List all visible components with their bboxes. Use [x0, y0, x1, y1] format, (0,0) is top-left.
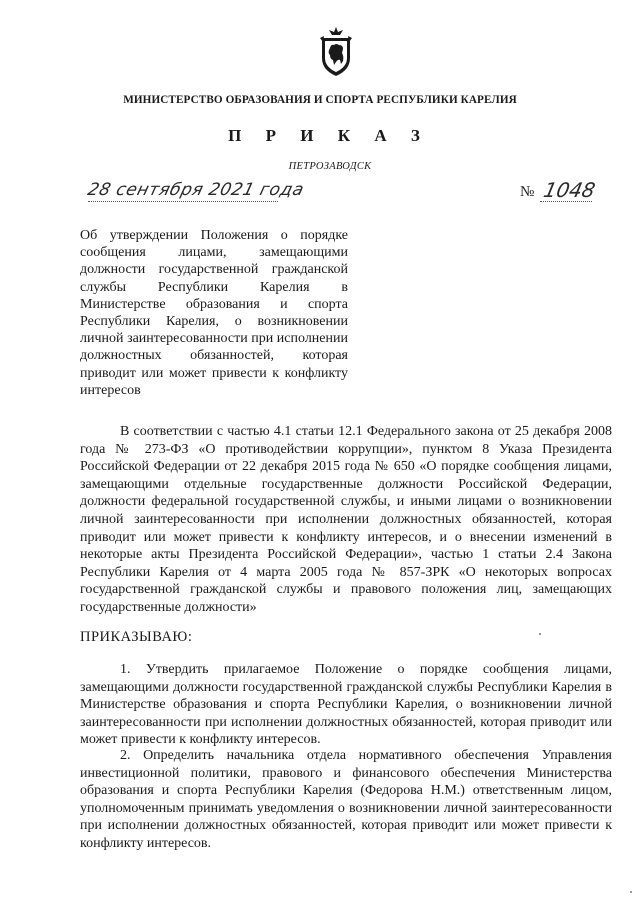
order-subject: Об утверждении Положения о порядке сообщения лицами, замещающими должности государственной гражданской службы Республики Карелия в Министерстве образования и спорта Республики Карелия, о возникновении личной заинтересованности при исполнении должностных обязанностей, которая приводит или может привести к конфликту интересов	[80, 228, 348, 398]
date-underline	[88, 200, 278, 202]
order-date-field	[85, 180, 307, 208]
ministry-name: МИНИСТЕРСТВО ОБРАЗОВАНИЯ И СПОРТА РЕСПУБЛИКИ КАРЕЛИЯ	[123, 94, 517, 106]
document-type-title: П Р И К А З	[228, 126, 430, 145]
number-underline	[540, 200, 592, 202]
order-date: 28 сентября 2021 года	[85, 180, 307, 200]
karelia-coat-of-arms-icon	[316, 26, 356, 78]
scan-mark	[539, 633, 541, 635]
city-name: ПЕТРОЗАВОДСК	[288, 161, 372, 172]
order-item-1: 1. Утвердить прилагаемое Положение о порядке сообщения лицами, замещающими должности государственной гражданской службы Республики Карелия в Министерстве образования и спорта Республики Карелия, о возникновении личной заинтересованности при исполнении должностных обязанностей, которая приводит или может привести к конфликту интересов.	[80, 662, 612, 748]
preamble-paragraph: В соответствии с частью 4.1 статьи 12.1 Федерального закона от 25 декабря 2008 года № 273-ФЗ «О противодействии коррупции», пунктом 8 Указа Президента Российской Федерации от 22 декабря 2015 года № 650 «О порядке сообщения лицами, замещающими отдельные государственные должности Российской Федерации, должности федеральной государственной службы, и иными лицами о возникновении личной заинтересованности при исполнении должностных обязанностей, которая приводит или может привести к конфликту интересов, и о внесении изменений в некоторые акты Президента Российской Федерации», частью 1 статьи 2.4 Закона Республики Карелия от 4 марта 2005 года № 857-ЗРК «О некоторых вопросах государственной гражданской службы и правового положения лиц, замещающих государственные должности»	[80, 424, 612, 615]
order-number: 1048	[541, 178, 598, 202]
number-sign: №	[520, 184, 535, 200]
order-directive-word: ПРИКАЗЫВАЮ:	[80, 629, 193, 645]
order-item-2: 2. Определить начальника отдела нормативного обеспечения Управления инвестиционной политики, правового и финансового обеспечения Министерства образования и спорта Республики Карелия (Федорова Н.М.) ответственным лицом, уполномоченным принимать уведомления о возникновении личной заинтересованности при исполнении должностных обязанностей, которая приводит или может привести к конфликту интересов.	[80, 748, 612, 851]
scan-mark	[630, 891, 632, 893]
order-number-field	[520, 178, 598, 208]
